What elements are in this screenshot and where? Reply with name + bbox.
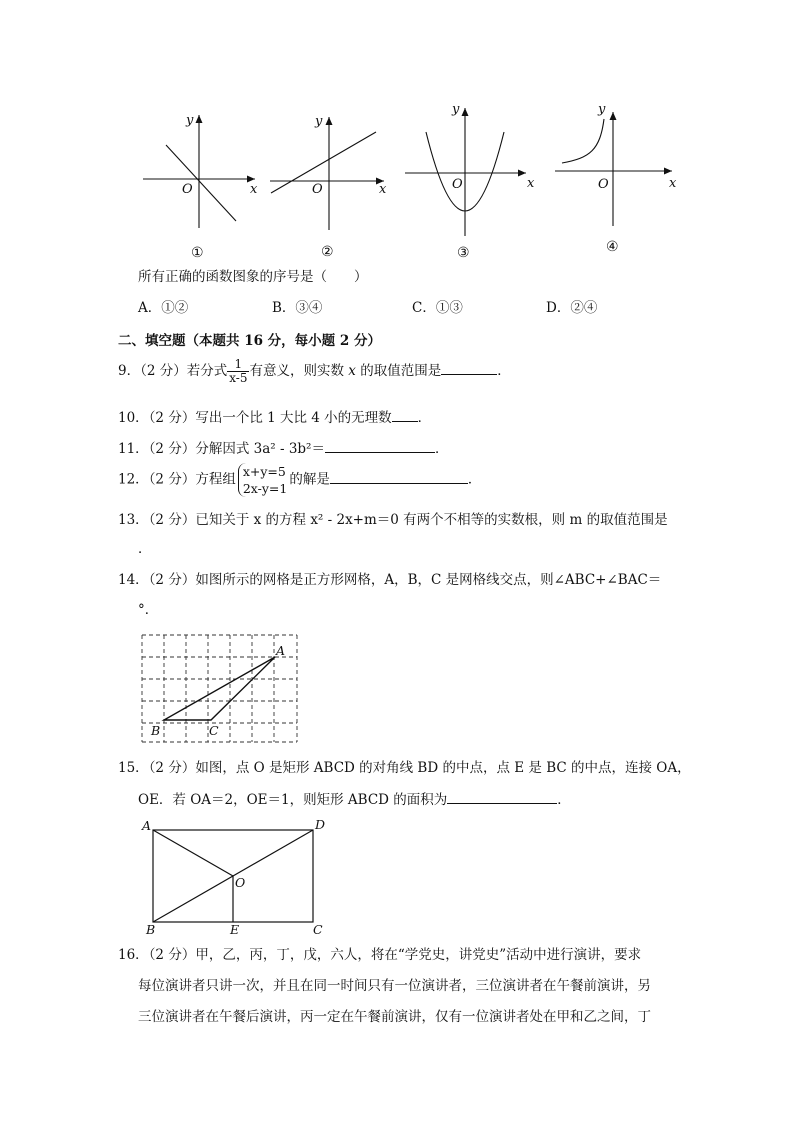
q15-point-e: E <box>230 922 240 937</box>
q11-number: 11． <box>118 441 149 457</box>
q12-answer-blank[interactable] <box>330 469 468 484</box>
q15-point-c: C <box>313 922 323 937</box>
q14-triangle <box>164 657 275 720</box>
option-key: C． <box>412 300 436 316</box>
graph2-y-label: y <box>315 114 323 129</box>
q9-text-post: 的取值范围是 <box>355 363 442 379</box>
q12-text-pre: 方程组 <box>195 471 236 488</box>
q12-equation-1: x+y=5 <box>242 464 286 479</box>
q15-score: （2 分） <box>148 760 196 776</box>
q9-end: ． <box>497 363 511 379</box>
q15-point-a: A <box>142 818 152 833</box>
q12-equation-system <box>238 463 288 497</box>
graph2-line <box>271 132 376 193</box>
q16-line2: 每位演讲者只讲一次，并且在同一时间只有一位演讲者，三位演讲者在午餐前演讲，另 <box>138 978 651 994</box>
q15-answer-blank[interactable] <box>447 789 557 804</box>
q16-line1 <box>118 946 641 964</box>
graph2-origin-label: O <box>312 182 323 197</box>
q14-grid-figure <box>130 628 310 743</box>
q16-score: （2 分） <box>148 947 196 963</box>
q8-option-b[interactable] <box>272 299 322 317</box>
q12-number: 12． <box>118 471 149 488</box>
q10-answer-blank[interactable] <box>392 407 418 422</box>
q13 <box>118 511 668 529</box>
q10-text: 写出一个比 1 大比 4 小的无理数 <box>195 410 392 426</box>
q15-line1 <box>118 759 691 777</box>
q8-option-a[interactable] <box>138 299 188 317</box>
q16-number: 16． <box>118 947 149 963</box>
graph3-x-label: x <box>527 176 535 191</box>
q10 <box>118 407 431 427</box>
graph3-origin-label: O <box>452 177 463 192</box>
section2-title: 二、填空题（本题共 16 分，每小题 2 分） <box>118 333 381 349</box>
q12-equation-2: 2x-y=1 <box>242 481 288 496</box>
graph1-number-label: ① <box>191 245 204 261</box>
q15-point-b: B <box>146 922 156 937</box>
q12-text-post: 的解是 <box>289 471 330 488</box>
graph3-y-label: y <box>452 102 460 117</box>
q8-option-d[interactable] <box>546 299 597 317</box>
q14-text: 如图所示的网格是正方形网格，A，B，C 是网格线交点，则∠ABC+∠BAC＝ <box>195 572 662 588</box>
graph4-y-label: y <box>598 102 606 117</box>
graph1-x-label: x <box>250 182 258 197</box>
graph1-line <box>166 145 236 221</box>
graph3-number-label: ③ <box>457 245 470 261</box>
q9-text-pre: 若分式 <box>186 363 228 379</box>
option-value: ①③ <box>435 300 463 316</box>
q15-point-d: D <box>315 817 326 832</box>
q15-text-2: OE．若 OA＝2，OE＝1，则矩形 ABCD 的面积为 <box>138 792 448 808</box>
graph4-origin-label: O <box>598 177 609 192</box>
q11-text: 分解因式 3a² - 3b²＝ <box>195 441 325 457</box>
graph1-y-label: y <box>186 113 194 128</box>
q10-score: （2 分） <box>148 410 196 426</box>
q14-point-c: C <box>209 723 219 738</box>
q13-text: 已知关于 x 的方程 x² - 2x+m＝0 有两个不相等的实数根，则 m 的取值范围是 <box>195 512 668 528</box>
q13-number: 13． <box>118 512 149 528</box>
graph4-curve <box>562 119 604 163</box>
q9 <box>118 358 511 385</box>
q9-variable: x <box>348 363 356 379</box>
q16-text: 甲，乙，丙，丁，戊，六人，将在“学党史，讲党史”活动中进行演讲，要求 <box>195 947 642 963</box>
q10-number: 10． <box>118 410 149 426</box>
graph2-x-label: x <box>379 182 387 197</box>
q11-end: ． <box>434 441 449 457</box>
q8-option-c[interactable] <box>412 299 463 317</box>
function-graphs <box>0 0 794 270</box>
q12 <box>118 463 481 497</box>
q14 <box>118 571 661 589</box>
q12-score: （2 分） <box>148 471 196 488</box>
graph4-number-label: ④ <box>606 239 619 255</box>
fraction-numerator: 1 <box>227 358 249 372</box>
q14-line2: °． <box>138 602 159 618</box>
option-key: B． <box>272 300 296 316</box>
q15-segment-oa <box>153 830 233 876</box>
q11-score: （2 分） <box>148 441 196 457</box>
option-value: ③④ <box>295 300 323 316</box>
graph2-number-label: ② <box>321 244 334 260</box>
q15-end: ． <box>557 792 571 808</box>
q9-answer-blank[interactable] <box>441 360 497 375</box>
q13-score: （2 分） <box>148 512 196 528</box>
option-value: ①② <box>161 300 189 316</box>
q15-text: 如图，点 O 是矩形 ABCD 的对角线 BD 的中点，点 E 是 BC 的中点，连接 OA， <box>195 760 691 776</box>
q14-score: （2 分） <box>148 572 196 588</box>
q9-fraction <box>227 358 249 385</box>
q14-point-a: A <box>276 643 286 658</box>
option-value: ②④ <box>570 300 598 316</box>
q15-number: 15． <box>118 760 149 776</box>
q11 <box>118 438 448 458</box>
q11-answer-blank[interactable] <box>325 438 435 453</box>
q12-end: ． <box>467 471 482 488</box>
q9-score: （2 分） <box>140 363 187 379</box>
q14-number: 14． <box>118 572 149 588</box>
q10-end: ． <box>417 410 432 426</box>
fraction-denominator: x-5 <box>229 371 248 385</box>
option-key: D． <box>546 300 571 316</box>
q15-line2 <box>138 789 571 809</box>
option-key: A． <box>138 300 162 316</box>
q16-line3: 三位演讲者在午餐后演讲，丙一定在午餐前演讲，仅有一位演讲者处在甲和乙之间，丁 <box>138 1009 651 1025</box>
q15-rectangle-figure <box>135 815 335 940</box>
q8-question: 所有正确的函数图象的序号是（ ） <box>138 269 368 285</box>
q9-text-mid: 有意义，则实数 <box>249 363 349 379</box>
q13-line2: ． <box>138 541 152 557</box>
q14-point-b: B <box>151 723 161 738</box>
q15-point-o: O <box>235 875 246 890</box>
q9-number: 9． <box>118 363 141 379</box>
graph4-x-label: x <box>669 176 677 191</box>
graph1-origin-label: O <box>182 182 193 197</box>
